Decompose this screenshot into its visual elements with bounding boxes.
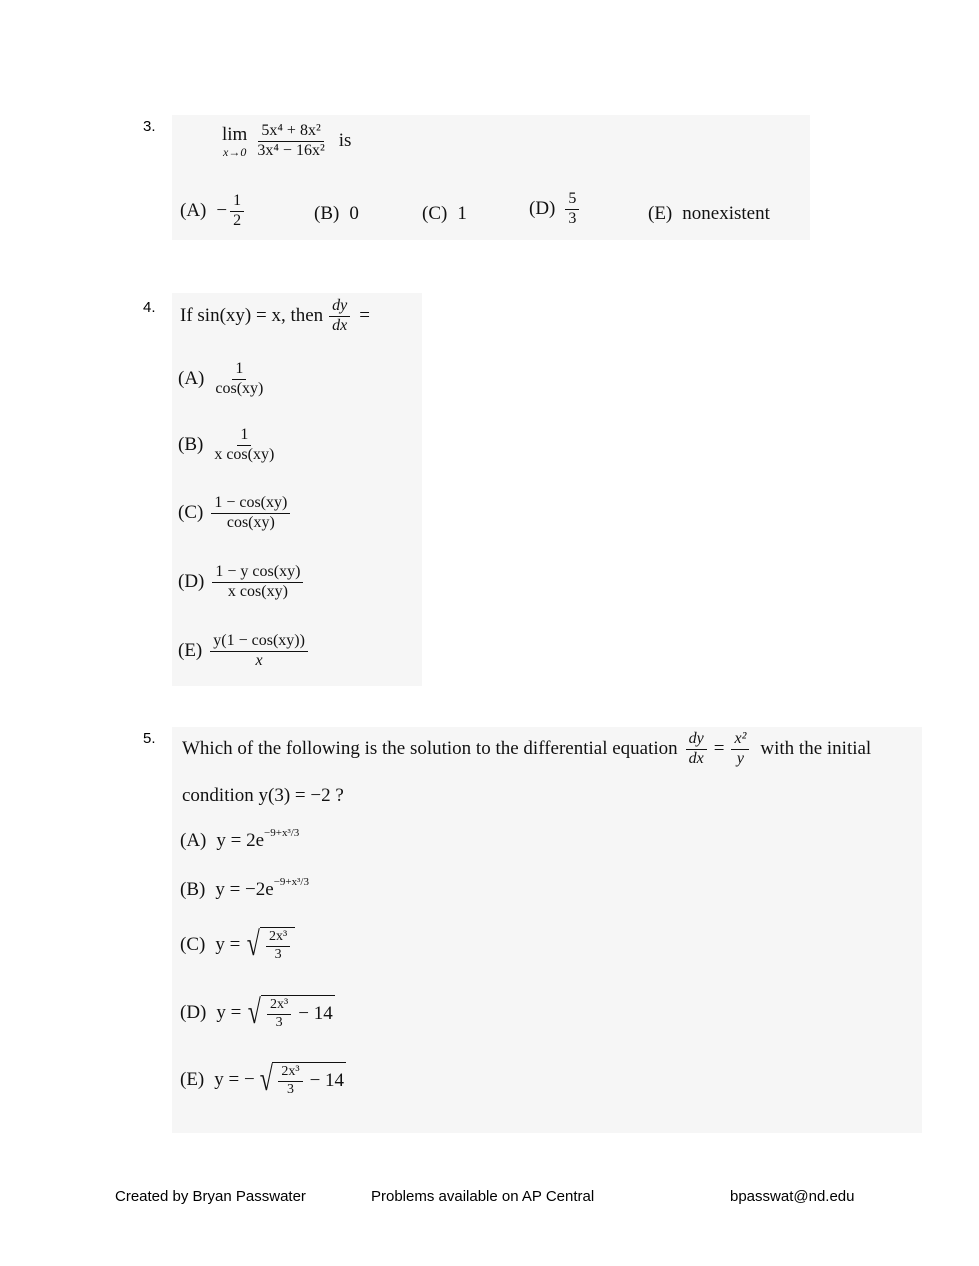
choice-numerator: 1 [230, 193, 244, 212]
choice-fraction [210, 633, 308, 670]
choice-text: y = −2e [215, 879, 274, 900]
choice-denominator: x [255, 651, 263, 669]
footer-author: Created by Bryan Passwater [115, 1188, 306, 1205]
choice-label: (D) [178, 571, 205, 593]
choice-text: y = − [214, 1068, 255, 1090]
problem-5-choice-d[interactable] [180, 995, 335, 1030]
derivative-denominator: dx [332, 316, 348, 334]
rhs-fraction [731, 731, 749, 768]
sqrt-icon: √ $\frac{\text{2x³}}{3}$ − 14 [248, 993, 333, 1031]
lim-subscript: x→0 [223, 144, 247, 159]
rhs-denominator: y [736, 749, 744, 767]
radicand-tail: − 14 [298, 1003, 333, 1025]
choice-text: y = [215, 933, 241, 955]
choice-label: (A) [178, 368, 205, 390]
choice-label: (B) [178, 434, 204, 456]
choice-label: (A) [180, 200, 207, 222]
problem-4-choice-a[interactable] [178, 361, 269, 398]
problem-5-choice-e[interactable] [180, 1062, 346, 1097]
choice-label: (E) [648, 203, 673, 224]
choice-denominator: cos(xy) [215, 379, 264, 397]
choice-numerator: 1 − y cos(xy) [212, 564, 303, 583]
limit-denominator: 3x⁴ − 16x² [257, 141, 325, 159]
choice-fraction [565, 191, 579, 228]
problem-3-choice-a[interactable] [180, 193, 247, 230]
problem-3-panel [172, 115, 810, 240]
problem-4-number: 4. [143, 299, 156, 316]
choice-label: (C) [180, 933, 206, 955]
footer-email[interactable]: bpasswat@nd.edu [730, 1188, 855, 1205]
radicand-denominator: 3 [275, 1014, 283, 1030]
problem-5-panel [172, 727, 922, 1133]
derivative-denominator: dx [688, 749, 704, 767]
choice-numerator: 1 [237, 427, 251, 446]
choice-sign: − [216, 200, 228, 222]
limit-numerator: 5x⁴ + 8x² [258, 123, 323, 142]
radicand-fraction [266, 930, 290, 962]
choice-exponent: −9+x³/3 [273, 876, 309, 888]
radicand-fraction [267, 998, 291, 1030]
choice-text: y = 2e [216, 830, 265, 851]
sqrt-icon: √ $\frac{\text{2x³}}{3}$ [244, 927, 295, 962]
choice-denominator: 2 [233, 211, 242, 229]
choice-fraction [211, 495, 290, 532]
problem-3-choice-e[interactable] [648, 203, 770, 225]
radicand-fraction [278, 1065, 302, 1097]
derivative-fraction [686, 731, 707, 768]
stem-equals: = [359, 305, 370, 327]
problem-4-choice-c[interactable] [178, 495, 293, 532]
choice-label: (E) [180, 1068, 205, 1090]
choice-text: nonexistent [682, 203, 770, 224]
derivative-numerator: dy [329, 298, 350, 317]
choice-fraction [211, 427, 277, 464]
radicand-numerator: 2x³ [266, 930, 290, 947]
problem-3-number: 3. [143, 118, 156, 135]
choice-text: y = [216, 1001, 242, 1023]
problem-4-choice-e[interactable] [178, 633, 311, 670]
choice-text: 1 [457, 203, 467, 224]
stem-equals: = [713, 738, 725, 760]
problem-4-choice-d[interactable] [178, 564, 306, 601]
problem-5-choice-b[interactable] [180, 876, 309, 901]
limit-operator [222, 125, 247, 158]
problem-5-stem-line2 [182, 785, 344, 807]
radicand-denominator: 3 [274, 946, 282, 962]
problem-3-choice-c[interactable] [422, 203, 467, 225]
choice-label: (C) [422, 203, 448, 224]
choice-label: (C) [178, 502, 204, 524]
choice-label: (A) [180, 830, 207, 851]
choice-numerator: 5 [565, 191, 579, 210]
choice-label: (B) [180, 879, 206, 900]
choice-fraction [212, 361, 266, 398]
choice-denominator: cos(xy) [226, 513, 275, 531]
stem-text: Which of the following is the solution to the differential equation [182, 738, 678, 760]
stem-is: is [338, 130, 352, 152]
choice-text: 0 [349, 203, 359, 224]
choice-numerator: y(1 − cos(xy)) [210, 633, 308, 652]
problem-5-choice-a[interactable] [180, 827, 300, 852]
problem-4-stem [180, 298, 370, 335]
problem-4-panel [172, 293, 422, 686]
radicand-denominator: 3 [286, 1081, 294, 1097]
radicand-tail: − 14 [309, 1070, 345, 1092]
derivative-numerator: dy [686, 731, 707, 750]
choice-denominator: x cos(xy) [227, 582, 288, 600]
choice-label: (E) [178, 640, 203, 662]
choice-label: (B) [314, 203, 340, 224]
problem-5-stem-line1 [182, 731, 871, 768]
derivative-fraction [329, 298, 350, 335]
choice-label: (D) [529, 198, 556, 220]
choice-exponent: −9+x³/3 [264, 827, 300, 839]
problem-5-number: 5. [143, 730, 156, 747]
problem-4-choice-b[interactable] [178, 427, 280, 464]
choice-fraction [212, 564, 303, 601]
problem-5-choice-c[interactable] [180, 927, 295, 962]
problem-3-stem [222, 123, 351, 160]
problem-3-choice-b[interactable] [314, 203, 359, 225]
choice-denominator: 3 [568, 209, 577, 227]
stem-text: If sin(xy) = x, then [180, 305, 324, 327]
limit-fraction [254, 123, 327, 160]
footer-source: Problems available on AP Central [371, 1188, 595, 1205]
sqrt-icon: √ $\frac{\text{2x³}}{3}$ − 14 [259, 1060, 345, 1098]
stem-condition: condition y(3) = −2 ? [182, 785, 344, 806]
choice-denominator: x cos(xy) [214, 445, 275, 463]
problem-3-choice-d[interactable] [529, 191, 582, 228]
lim-text: lim [222, 123, 248, 145]
stem-text-end: with the initial [760, 738, 872, 760]
rhs-numerator: x² [731, 731, 749, 750]
choice-fraction [230, 193, 244, 230]
radicand-numerator: 2x³ [278, 1065, 302, 1082]
choice-label: (D) [180, 1001, 207, 1023]
choice-numerator: 1 [232, 361, 246, 380]
choice-numerator: 1 − cos(xy) [211, 495, 290, 514]
radicand-numerator: 2x³ [267, 998, 291, 1015]
